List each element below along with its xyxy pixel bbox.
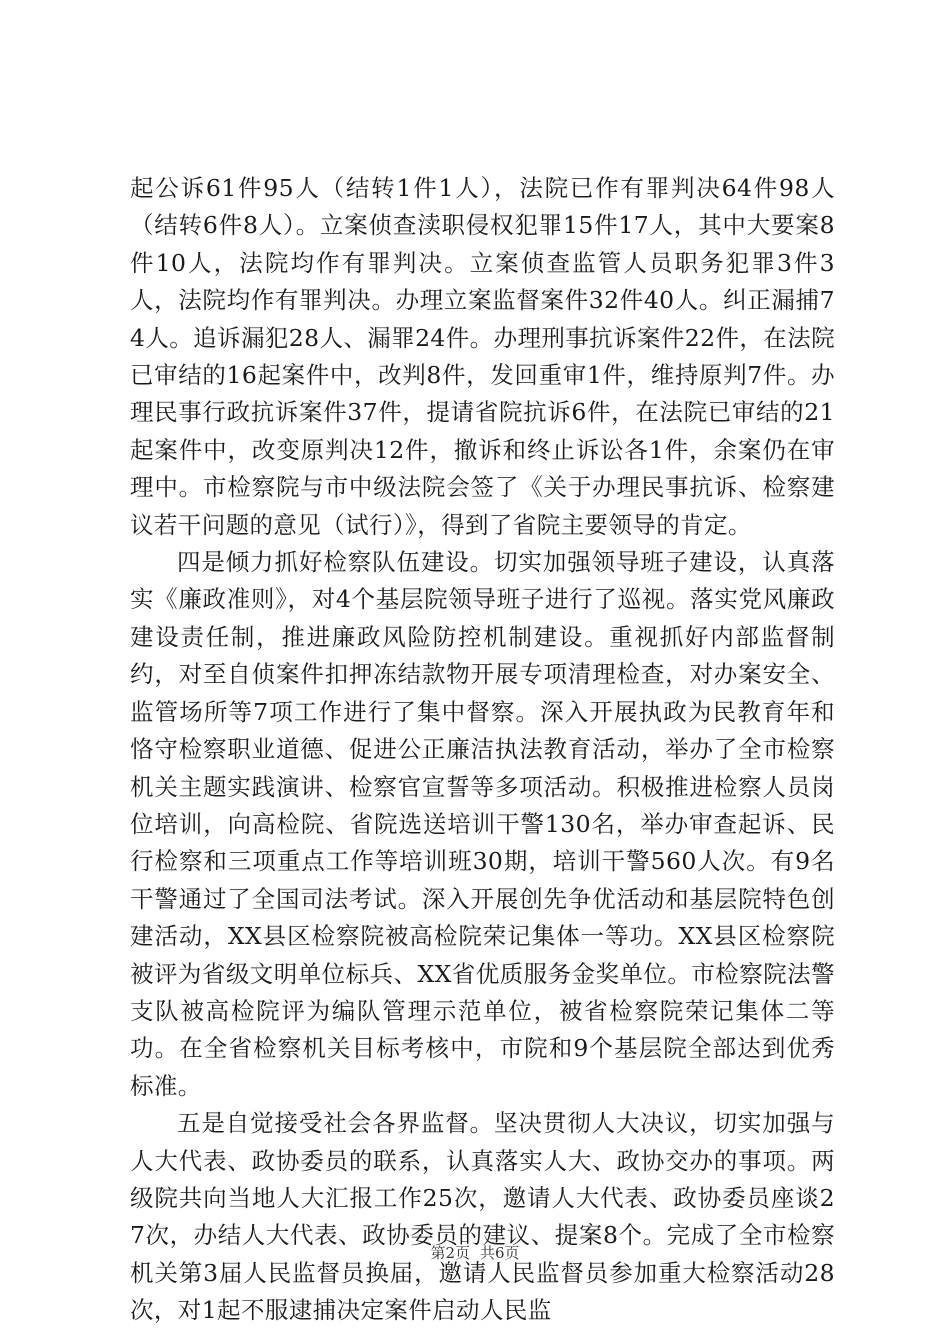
paragraph-continued: 起公诉61件95人（结转1件1人），法院已作有罪判决64件98人（结转6件8人）。立案侦查渎职侵权犯罪15件17人，其中大要案8件10人，法院均作有罪判决。立案侦查监管人员职务犯罪3件3人，法院均作有罪判决。办理立案监督案件32件40人。纠正漏捕74人。追诉漏犯28人、漏罪24件。办理刑事抗诉案件22件，在法院已审结的16起案件中，改判8件，发回重审1件，维持原判7件。办理民事行政抗诉案件37件，提请省院抗诉6件，在法院已审结的21起案件中，改变原判决12件，撤诉和终止诉讼各1件，余案仍在审理中。市检察院与市中级法院会签了《关于办理民事抗诉、检察建议若干问题的意见（试行）》，得到了省院主要领导的肯定。 <box>130 174 835 539</box>
document-body <box>130 170 835 1330</box>
page-footer <box>0 1242 950 1263</box>
page-number: 第2页 <box>430 1244 470 1262</box>
paragraph-team-building: 四是倾力抓好检察队伍建设。切实加强领导班子建设，认真落实《廉政准则》，对4个基层院领导班子进行了巡视。落实党风廉政建设责任制，推进廉政风险防控机制建设。重视抓好内部监督制约，对至自侦案件扣押冻结款物开展专项清理检查，对办案安全、监管场所等7项工作进行了集中督察。深入开展执政为民教育年和恪守检察职业道德、促进公正廉洁执法教育活动，举办了全市检察机关主题实践演讲、检察官宣誓等多项活动。积极推进检察人员岗位培训，向高检院、省院选送培训干警130名，举办审查起诉、民行检察和三项重点工作等培训班30期，培训干警560人次。有9名干警通过了全国司法考试。深入开展创先争优活动和基层院特色创建活动，XX县区检察院被高检院荣记集体一等功。XX县区检察院被评为省级文明单位标兵、XX省优质服务金奖单位。市检察院法警支队被高检院评为编队管理示范单位，被省检察院荣记集体二等功。在全省检察机关目标考核中，市院和9个基层院全部达到优秀标准。 <box>130 548 835 1100</box>
paragraph-supervision: 五是自觉接受社会各界监督。坚决贯彻人大决议，切实加强与人大代表、政协委员的联系，认真落实人大、政协交办的事项。两级院共向当地人大汇报工作25次，邀请人大代表、政协委员座谈27次，办结人大代表、政协委员的建议、提案8个。完成了全市检察机关第3届人民监督员换届，邀请人民监督员参加重大检察活动28次，对1起不服逮捕决定案件启动人民监 <box>130 1109 835 1325</box>
page-total: 共6页 <box>480 1244 520 1262</box>
